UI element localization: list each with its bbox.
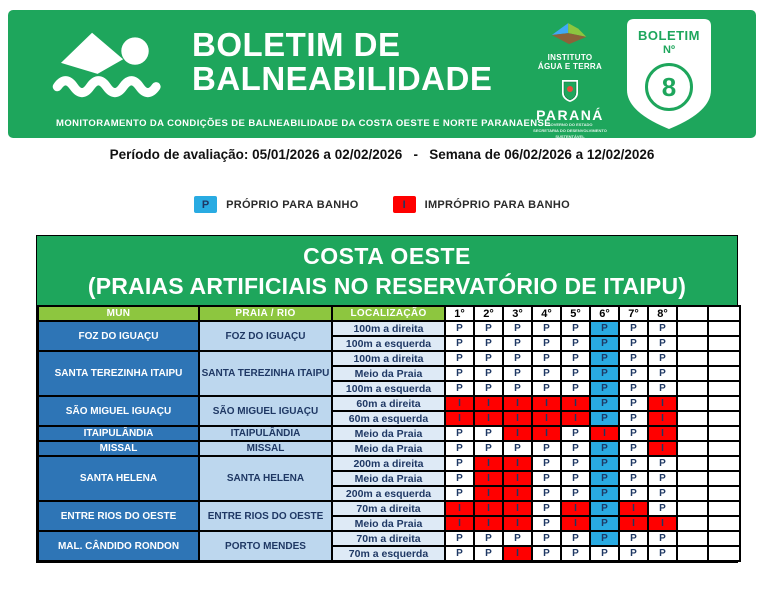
location-cell: 70m a esquerda: [332, 546, 445, 561]
status-cell-proper: P: [590, 366, 619, 381]
status-cell-proper: P: [474, 351, 503, 366]
status-cell-proper: P: [445, 441, 474, 456]
empty-cell: [677, 486, 708, 501]
bulletin-number: 8: [645, 63, 693, 111]
proper-label: PRÓPRIO PARA BANHO: [226, 198, 359, 211]
status-cell-proper: P: [445, 426, 474, 441]
location-cell: 200m a direita: [332, 456, 445, 471]
status-cell-improper: I: [648, 411, 677, 426]
status-cell-proper: P: [561, 351, 590, 366]
status-cell-proper: P: [590, 531, 619, 546]
municipality-cell: ITAIPULÂNDIA: [38, 426, 199, 441]
status-cell-improper: I: [474, 456, 503, 471]
status-cell-proper: P: [561, 546, 590, 561]
status-cell-proper: P: [445, 456, 474, 471]
badge-boletim-label: BOLETIM: [638, 28, 700, 43]
table-row: [38, 456, 740, 471]
status-cell-proper: P: [474, 441, 503, 456]
status-cell-proper: P: [648, 456, 677, 471]
location-cell: 70m a direita: [332, 531, 445, 546]
status-cell-proper: P: [561, 366, 590, 381]
status-cell-improper: I: [561, 411, 590, 426]
iat-emblem-icon: [550, 22, 590, 48]
page-subtitle: MONITORAMENTO DA CONDIÇÕES DE BALNEABILIDADE DA COSTA OESTE E NORTE PARANAENSE: [56, 118, 551, 129]
municipality-cell: SANTA TEREZINHA ITAIPU: [38, 351, 199, 396]
table-row: [38, 531, 740, 546]
municipality-cell: MISSAL: [38, 441, 199, 456]
status-cell-proper: P: [445, 381, 474, 396]
status-cell-improper: I: [648, 441, 677, 456]
legend-item-improper: [393, 196, 570, 213]
table-row: [38, 441, 740, 456]
status-cell-improper: I: [474, 471, 503, 486]
status-cell-proper: P: [561, 336, 590, 351]
evaluation-period-text: Período de avaliação: 05/01/2026 a 02/02/2026 - Semana de 06/02/2026 a 12/02/2026: [109, 147, 655, 162]
empty-cell: [677, 501, 708, 516]
status-cell-proper: P: [648, 486, 677, 501]
status-cell-proper: P: [532, 531, 561, 546]
status-cell-improper: I: [503, 396, 532, 411]
page-title: [192, 25, 493, 97]
status-cell-proper: P: [474, 546, 503, 561]
empty-cell: [677, 426, 708, 441]
status-cell-proper: P: [561, 426, 590, 441]
empty-cell: [708, 366, 740, 381]
location-cell: 100m a direita: [332, 351, 445, 366]
beach-river-cell: SÃO MIGUEL IGUAÇU: [199, 396, 332, 426]
status-cell-improper: I: [445, 516, 474, 531]
status-cell-proper: P: [648, 381, 677, 396]
status-cell-improper: I: [445, 396, 474, 411]
status-cell-improper: I: [503, 516, 532, 531]
status-cell-proper: P: [532, 381, 561, 396]
status-cell-improper: I: [445, 411, 474, 426]
status-cell-proper: P: [619, 336, 648, 351]
col-header-week-4: 4°: [532, 306, 561, 321]
municipality-cell: SANTA HELENA: [38, 456, 199, 501]
empty-cell: [708, 381, 740, 396]
status-cell-proper: P: [619, 321, 648, 336]
municipality-cell: FOZ DO IGUAÇU: [38, 321, 199, 351]
status-cell-proper: P: [503, 336, 532, 351]
col-header-week-6: 6°: [590, 306, 619, 321]
status-cell-improper: I: [503, 486, 532, 501]
status-cell-proper: P: [619, 441, 648, 456]
status-cell-proper: P: [445, 336, 474, 351]
logos-column: [522, 22, 618, 139]
status-cell-proper: P: [619, 531, 648, 546]
status-cell-proper: P: [474, 336, 503, 351]
status-cell-proper: P: [532, 486, 561, 501]
empty-cell: [708, 441, 740, 456]
status-cell-proper: P: [590, 501, 619, 516]
status-cell-proper: P: [532, 456, 561, 471]
status-cell-improper: I: [561, 516, 590, 531]
location-cell: Meio da Praia: [332, 471, 445, 486]
status-cell-proper: P: [532, 321, 561, 336]
empty-cell: [677, 516, 708, 531]
parana-sub-label1: GOVERNO DO ESTADO: [547, 122, 593, 128]
status-cell-proper: P: [619, 411, 648, 426]
location-cell: 60m a direita: [332, 396, 445, 411]
status-cell-improper: I: [648, 426, 677, 441]
empty-cell: [708, 351, 740, 366]
status-cell-proper: P: [590, 321, 619, 336]
status-cell-improper: I: [445, 501, 474, 516]
empty-cell: [677, 546, 708, 561]
status-cell-proper: P: [503, 381, 532, 396]
empty-cell: [708, 396, 740, 411]
status-cell-proper: P: [590, 411, 619, 426]
status-cell-proper: P: [532, 501, 561, 516]
empty-cell: [677, 381, 708, 396]
municipality-cell: ENTRE RIOS DO OESTE: [38, 501, 199, 531]
beach-river-cell: SANTA TEREZINHA ITAIPU: [199, 351, 332, 396]
status-cell-proper: P: [445, 351, 474, 366]
status-cell-proper: P: [590, 336, 619, 351]
status-cell-proper: P: [503, 531, 532, 546]
status-cell-improper: I: [503, 501, 532, 516]
status-cell-proper: P: [619, 456, 648, 471]
empty-cell: [708, 411, 740, 426]
location-cell: Meio da Praia: [332, 516, 445, 531]
status-cell-improper: I: [590, 426, 619, 441]
col-header-week-1: 1°: [445, 306, 474, 321]
table-title: [37, 236, 737, 305]
status-cell-improper: I: [561, 501, 590, 516]
empty-cell: [677, 531, 708, 546]
iat-label-line2: ÁGUA E TERRA: [537, 62, 603, 72]
empty-cell: [677, 396, 708, 411]
table-row: [38, 501, 740, 516]
status-cell-proper: P: [590, 456, 619, 471]
legend-item-proper: [194, 196, 359, 213]
status-cell-proper: P: [619, 366, 648, 381]
status-cell-proper: P: [532, 351, 561, 366]
status-cell-proper: P: [590, 441, 619, 456]
empty-cell: [677, 456, 708, 471]
page-title-line2: BALNEABILIDADE: [192, 60, 493, 97]
status-cell-proper: P: [445, 366, 474, 381]
parana-government-logo: [522, 79, 618, 139]
status-cell-proper: P: [532, 336, 561, 351]
col-header-week-2: 2°: [474, 306, 503, 321]
parana-label: PARANÁ: [536, 107, 604, 124]
status-cell-proper: P: [532, 441, 561, 456]
status-cell-proper: P: [503, 441, 532, 456]
empty-cell: [708, 501, 740, 516]
status-cell-proper: P: [648, 501, 677, 516]
status-cell-proper: P: [648, 351, 677, 366]
beach-river-cell: ITAIPULÂNDIA: [199, 426, 332, 441]
improper-symbol-swatch: I: [393, 196, 416, 213]
status-cell-improper: I: [561, 396, 590, 411]
location-cell: 100m a esquerda: [332, 336, 445, 351]
table-row: [38, 351, 740, 366]
empty-cell: [708, 456, 740, 471]
parana-sub-label2: SECRETARIA DO DESENVOLVIMENTO SUSTENTÁVEL: [533, 127, 607, 139]
empty-cell: [708, 321, 740, 336]
status-cell-improper: I: [474, 501, 503, 516]
status-cell-improper: I: [532, 411, 561, 426]
status-cell-improper: I: [503, 411, 532, 426]
municipality-cell: MAL. CÂNDIDO RONDON: [38, 531, 199, 561]
beach-river-cell: ENTRE RIOS DO OESTE: [199, 501, 332, 531]
empty-cell: [677, 471, 708, 486]
beach-river-cell: PORTO MENDES: [199, 531, 332, 561]
status-cell-proper: P: [532, 366, 561, 381]
status-cell-improper: I: [474, 411, 503, 426]
status-cell-proper: P: [590, 546, 619, 561]
status-cell-proper: P: [590, 381, 619, 396]
improper-label: IMPRÓPRIO PARA BANHO: [424, 198, 570, 211]
status-cell-proper: P: [561, 471, 590, 486]
beach-river-cell: MISSAL: [199, 441, 332, 456]
empty-cell: [677, 336, 708, 351]
legend: [0, 196, 764, 213]
status-cell-proper: P: [590, 471, 619, 486]
status-cell-proper: P: [561, 321, 590, 336]
status-cell-proper: P: [503, 366, 532, 381]
empty-cell: [708, 486, 740, 501]
status-cell-proper: P: [619, 396, 648, 411]
status-cell-proper: P: [619, 486, 648, 501]
location-cell: 70m a direita: [332, 501, 445, 516]
status-cell-proper: P: [445, 321, 474, 336]
status-cell-improper: I: [503, 426, 532, 441]
municipality-cell: SÃO MIGUEL IGUAÇU: [38, 396, 199, 426]
status-cell-improper: I: [532, 396, 561, 411]
location-cell: Meio da Praia: [332, 441, 445, 456]
status-cell-proper: P: [590, 351, 619, 366]
empty-cell: [677, 351, 708, 366]
status-cell-proper: P: [445, 471, 474, 486]
empty-cell: [708, 516, 740, 531]
status-cell-proper: P: [474, 426, 503, 441]
proper-symbol-swatch: P: [194, 196, 217, 213]
status-cell-proper: P: [532, 546, 561, 561]
status-cell-improper: I: [648, 396, 677, 411]
status-cell-proper: P: [648, 366, 677, 381]
status-cell-proper: P: [445, 486, 474, 501]
empty-cell: [708, 546, 740, 561]
status-cell-improper: I: [474, 396, 503, 411]
status-cell-improper: I: [619, 516, 648, 531]
col-header-blank-2: [708, 306, 740, 321]
results-table-container: [36, 235, 738, 563]
col-header-week-3: 3°: [503, 306, 532, 321]
balneability-table: [37, 305, 741, 562]
location-cell: Meio da Praia: [332, 426, 445, 441]
location-cell: 100m a direita: [332, 321, 445, 336]
status-cell-proper: P: [619, 471, 648, 486]
table-title-detail: (PRAIAS ARTIFICIAIS NO RESERVATÓRIO DE ITAIPU): [87, 273, 687, 299]
table-header-row: [38, 306, 740, 321]
beach-river-cell: FOZ DO IGUAÇU: [199, 321, 332, 351]
status-cell-proper: P: [474, 381, 503, 396]
page-title-line1: BOLETIM DE: [192, 25, 401, 63]
location-cell: 100m a esquerda: [332, 381, 445, 396]
table-row: [38, 396, 740, 411]
status-cell-proper: P: [532, 471, 561, 486]
status-cell-proper: P: [445, 531, 474, 546]
iat-label-line1: INSTITUTO: [547, 53, 593, 62]
status-cell-proper: P: [619, 546, 648, 561]
empty-cell: [677, 321, 708, 336]
status-cell-proper: P: [619, 426, 648, 441]
status-cell-proper: P: [648, 321, 677, 336]
empty-cell: [708, 426, 740, 441]
col-header-praia-rio: PRAIA / RIO: [199, 306, 332, 321]
status-cell-proper: P: [590, 486, 619, 501]
col-header-week-8: 8°: [648, 306, 677, 321]
status-cell-proper: P: [445, 546, 474, 561]
empty-cell: [677, 366, 708, 381]
col-header-mun: MUN: [38, 306, 199, 321]
col-header-blank-1: [677, 306, 708, 321]
status-cell-improper: I: [503, 456, 532, 471]
bulletin-number-badge: [626, 18, 712, 130]
results-table-body: [38, 321, 740, 561]
status-cell-proper: P: [619, 351, 648, 366]
status-cell-proper: P: [561, 441, 590, 456]
status-cell-proper: P: [561, 531, 590, 546]
swimmer-icon: [50, 20, 178, 104]
status-cell-proper: P: [474, 531, 503, 546]
col-header-week-7: 7°: [619, 306, 648, 321]
empty-cell: [677, 411, 708, 426]
instituto-agua-e-terra-logo: [522, 22, 618, 71]
empty-cell: [708, 471, 740, 486]
status-cell-improper: I: [503, 546, 532, 561]
parana-coat-of-arms-icon: [560, 79, 580, 103]
col-header-localizacao: LOCALIZAÇÃO: [332, 306, 445, 321]
location-cell: 200m a esquerda: [332, 486, 445, 501]
status-cell-proper: P: [532, 516, 561, 531]
empty-cell: [708, 531, 740, 546]
table-row: [38, 321, 740, 336]
empty-cell: [708, 336, 740, 351]
empty-cell: [677, 441, 708, 456]
status-cell-proper: P: [503, 351, 532, 366]
status-cell-proper: P: [648, 531, 677, 546]
status-cell-improper: I: [474, 486, 503, 501]
status-cell-proper: P: [474, 321, 503, 336]
status-cell-improper: I: [503, 471, 532, 486]
status-cell-proper: P: [561, 381, 590, 396]
status-cell-proper: P: [503, 321, 532, 336]
location-cell: 60m a esquerda: [332, 411, 445, 426]
col-header-week-5: 5°: [561, 306, 590, 321]
status-cell-improper: I: [619, 501, 648, 516]
status-cell-proper: P: [590, 516, 619, 531]
beach-river-cell: SANTA HELENA: [199, 456, 332, 501]
status-cell-proper: P: [561, 486, 590, 501]
status-cell-proper: P: [561, 456, 590, 471]
status-cell-proper: P: [648, 336, 677, 351]
status-cell-proper: P: [648, 471, 677, 486]
status-cell-improper: I: [648, 516, 677, 531]
table-title-region: COSTA OESTE: [303, 243, 471, 269]
status-cell-proper: P: [474, 366, 503, 381]
status-cell-improper: I: [474, 516, 503, 531]
table-row: [38, 426, 740, 441]
badge-no-label: Nº: [663, 44, 675, 56]
bulletin-header-banner: [8, 10, 756, 138]
status-cell-improper: I: [532, 426, 561, 441]
status-cell-proper: P: [590, 396, 619, 411]
status-cell-proper: P: [648, 546, 677, 561]
location-cell: Meio da Praia: [332, 366, 445, 381]
status-cell-proper: P: [619, 381, 648, 396]
